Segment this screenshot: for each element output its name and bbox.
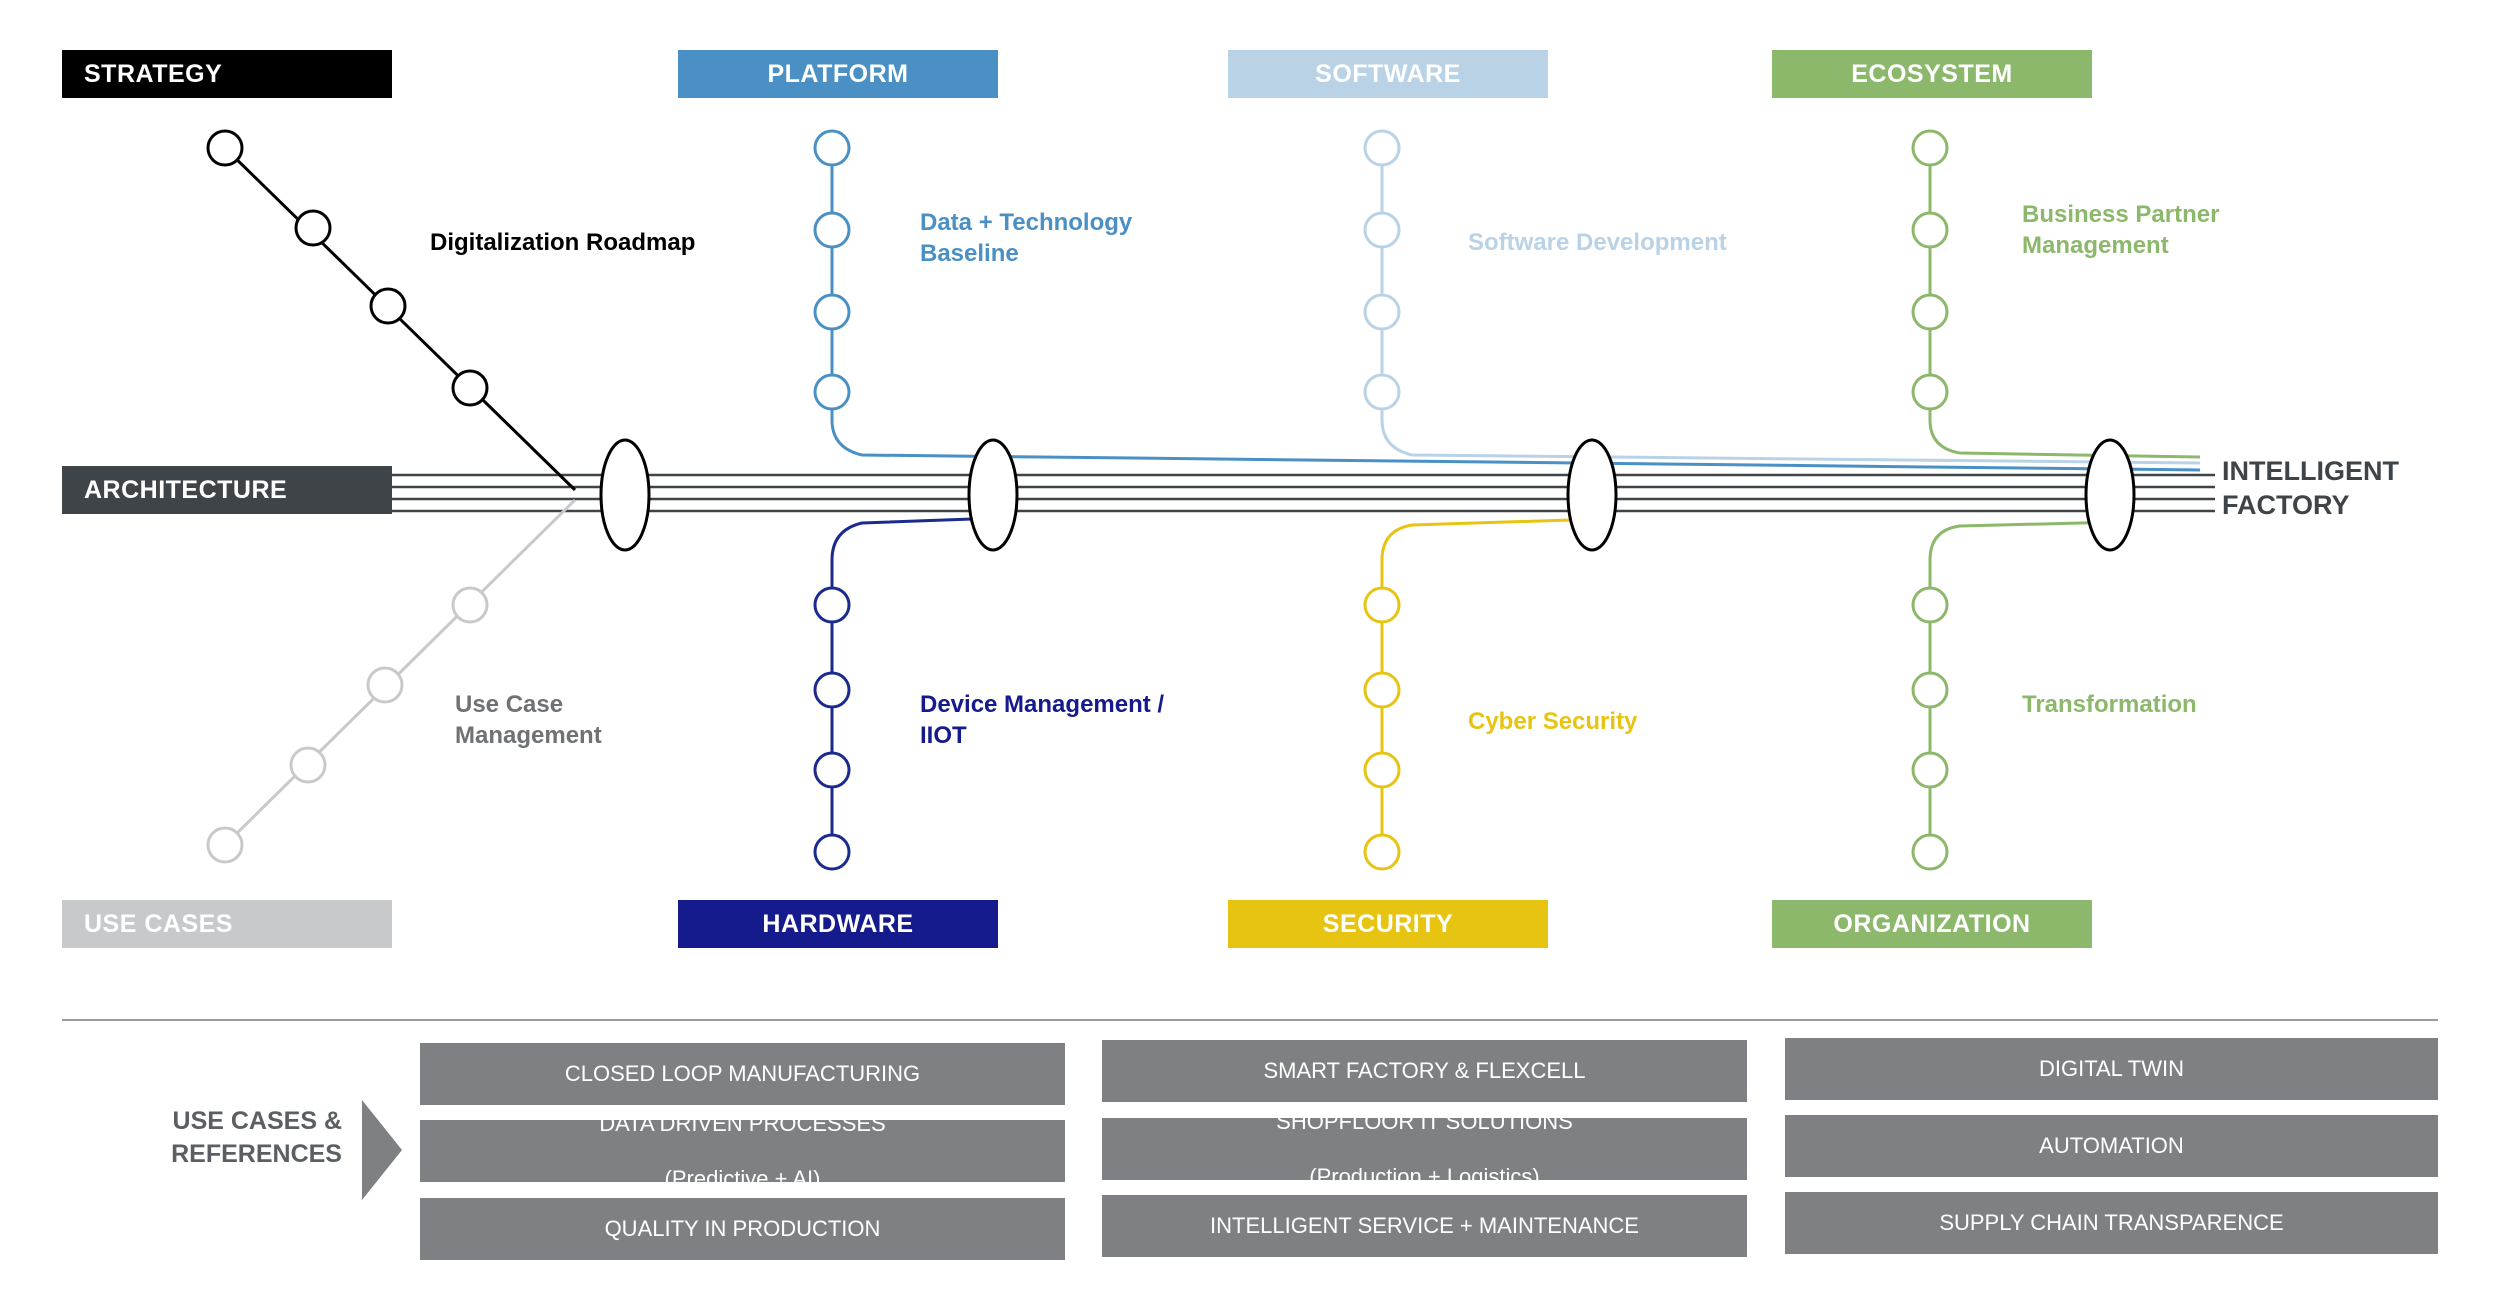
branch-software bbox=[1365, 131, 2200, 463]
use-case-box[interactable] bbox=[1785, 1038, 2438, 1100]
branch-label-device-management-iiot bbox=[920, 690, 1164, 751]
use-case-box[interactable] bbox=[420, 1198, 1065, 1260]
use-case-box-line2: (Production + Logistics) bbox=[1309, 1163, 1540, 1189]
label-hardware[interactable] bbox=[678, 900, 998, 948]
use-case-box-line1: SHOPFLOOR IT SOLUTIONS bbox=[1276, 1108, 1573, 1134]
use-case-box-line1: DIGITAL TWIN bbox=[2038, 1056, 2185, 1082]
branch-platform bbox=[815, 131, 2200, 470]
branch-security bbox=[1365, 520, 1570, 869]
use-case-box[interactable] bbox=[420, 1110, 1065, 1191]
use-case-box-line1: AUTOMATION bbox=[2039, 1133, 2184, 1159]
use-case-box-line1: DATA DRIVEN PROCESSES bbox=[599, 1110, 886, 1136]
intelligent-factory-title-line1: INTELLIGENT bbox=[2222, 456, 2399, 486]
use-case-box[interactable] bbox=[420, 1043, 1065, 1105]
use-case-box-line1: SMART FACTORY & FLEXCELL bbox=[1263, 1058, 1586, 1084]
label-platform[interactable] bbox=[678, 50, 998, 98]
use-case-box-line1: SUPPLY CHAIN TRANSPARENCE bbox=[1939, 1210, 2284, 1236]
branch-label-business-partner-management-line2: Management bbox=[2022, 231, 2169, 259]
label-strategy-text: STRATEGY bbox=[84, 59, 223, 88]
intelligent-factory-title-line2: FACTORY bbox=[2222, 489, 2350, 520]
branch-label-digitalization-roadmap-text: Digitalization Roadmap bbox=[430, 229, 696, 256]
branch-label-use-case-management-line2: Management bbox=[455, 721, 602, 749]
branch-label-data-technology-baseline-line2: Baseline bbox=[920, 239, 1019, 267]
label-hardware-text: HARDWARE bbox=[762, 909, 914, 938]
label-strategy[interactable] bbox=[62, 50, 392, 98]
use-cases-references-heading-line2: REFERENCES bbox=[171, 1139, 342, 1168]
branch-label-transformation bbox=[2022, 690, 2197, 721]
branch-label-use-case-management-line1: Use Case bbox=[455, 691, 564, 718]
label-use-cases-text: USE CASES bbox=[84, 909, 233, 938]
label-architecture[interactable] bbox=[62, 466, 392, 514]
label-organization-text: ORGANIZATION bbox=[1833, 909, 2031, 938]
label-architecture-text: ARCHITECTURE bbox=[84, 475, 288, 504]
use-case-box-line1: QUALITY IN PRODUCTION bbox=[604, 1216, 881, 1242]
branch-strategy bbox=[208, 131, 575, 490]
label-security-text: SECURITY bbox=[1322, 909, 1454, 938]
spine-lines bbox=[390, 475, 2215, 511]
branch-label-device-management-iiot-line1: Device Management / bbox=[920, 691, 1165, 718]
label-security[interactable] bbox=[1228, 900, 1548, 948]
spine-junctions bbox=[601, 440, 2134, 550]
branch-label-cyber-security-text: Cyber Security bbox=[1468, 708, 1638, 735]
branch-use-cases bbox=[208, 500, 575, 862]
use-case-box-line1: CLOSED LOOP MANUFACTURING bbox=[564, 1061, 921, 1087]
use-case-box[interactable] bbox=[1785, 1192, 2438, 1254]
use-case-box-line1: INTELLIGENT SERVICE + MAINTENANCE bbox=[1210, 1213, 1639, 1239]
branch-label-data-technology-baseline bbox=[920, 208, 1132, 269]
branch-label-cyber-security bbox=[1468, 707, 1637, 738]
use-case-box[interactable] bbox=[1785, 1115, 2438, 1177]
branch-label-use-case-management bbox=[455, 690, 602, 751]
use-case-box-line2: (Predictive + AI) bbox=[664, 1165, 821, 1191]
branch-label-software-development bbox=[1468, 228, 1727, 259]
branch-ecosystem bbox=[1913, 131, 2200, 457]
branch-label-software-development-text: Software Development bbox=[1468, 229, 1727, 256]
branch-label-device-management-iiot-line2: IIOT bbox=[920, 721, 967, 749]
label-software-text: SOFTWARE bbox=[1315, 59, 1461, 88]
label-organization[interactable] bbox=[1772, 900, 2092, 948]
branch-label-business-partner-management-line1: Business Partner bbox=[2022, 201, 2220, 228]
label-ecosystem-text: ECOSYSTEM bbox=[1851, 59, 2013, 88]
use-cases-references-heading-line1: USE CASES & bbox=[172, 1107, 342, 1135]
use-cases-references-heading bbox=[80, 1105, 342, 1170]
chevron-right-icon bbox=[362, 1100, 402, 1200]
use-case-box[interactable] bbox=[1102, 1108, 1747, 1189]
branch-label-business-partner-management bbox=[2022, 200, 2219, 261]
label-use-cases[interactable] bbox=[62, 900, 392, 948]
use-case-box[interactable] bbox=[1102, 1195, 1747, 1257]
branch-label-transformation-text: Transformation bbox=[2022, 691, 2197, 718]
intelligent-factory-title bbox=[2222, 455, 2482, 523]
branch-label-data-technology-baseline-line1: Data + Technology bbox=[920, 209, 1133, 236]
label-platform-text: PLATFORM bbox=[767, 59, 909, 88]
branch-label-digitalization-roadmap bbox=[430, 228, 695, 259]
label-software[interactable] bbox=[1228, 50, 1548, 98]
label-ecosystem[interactable] bbox=[1772, 50, 2092, 98]
use-case-box[interactable] bbox=[1102, 1040, 1747, 1102]
